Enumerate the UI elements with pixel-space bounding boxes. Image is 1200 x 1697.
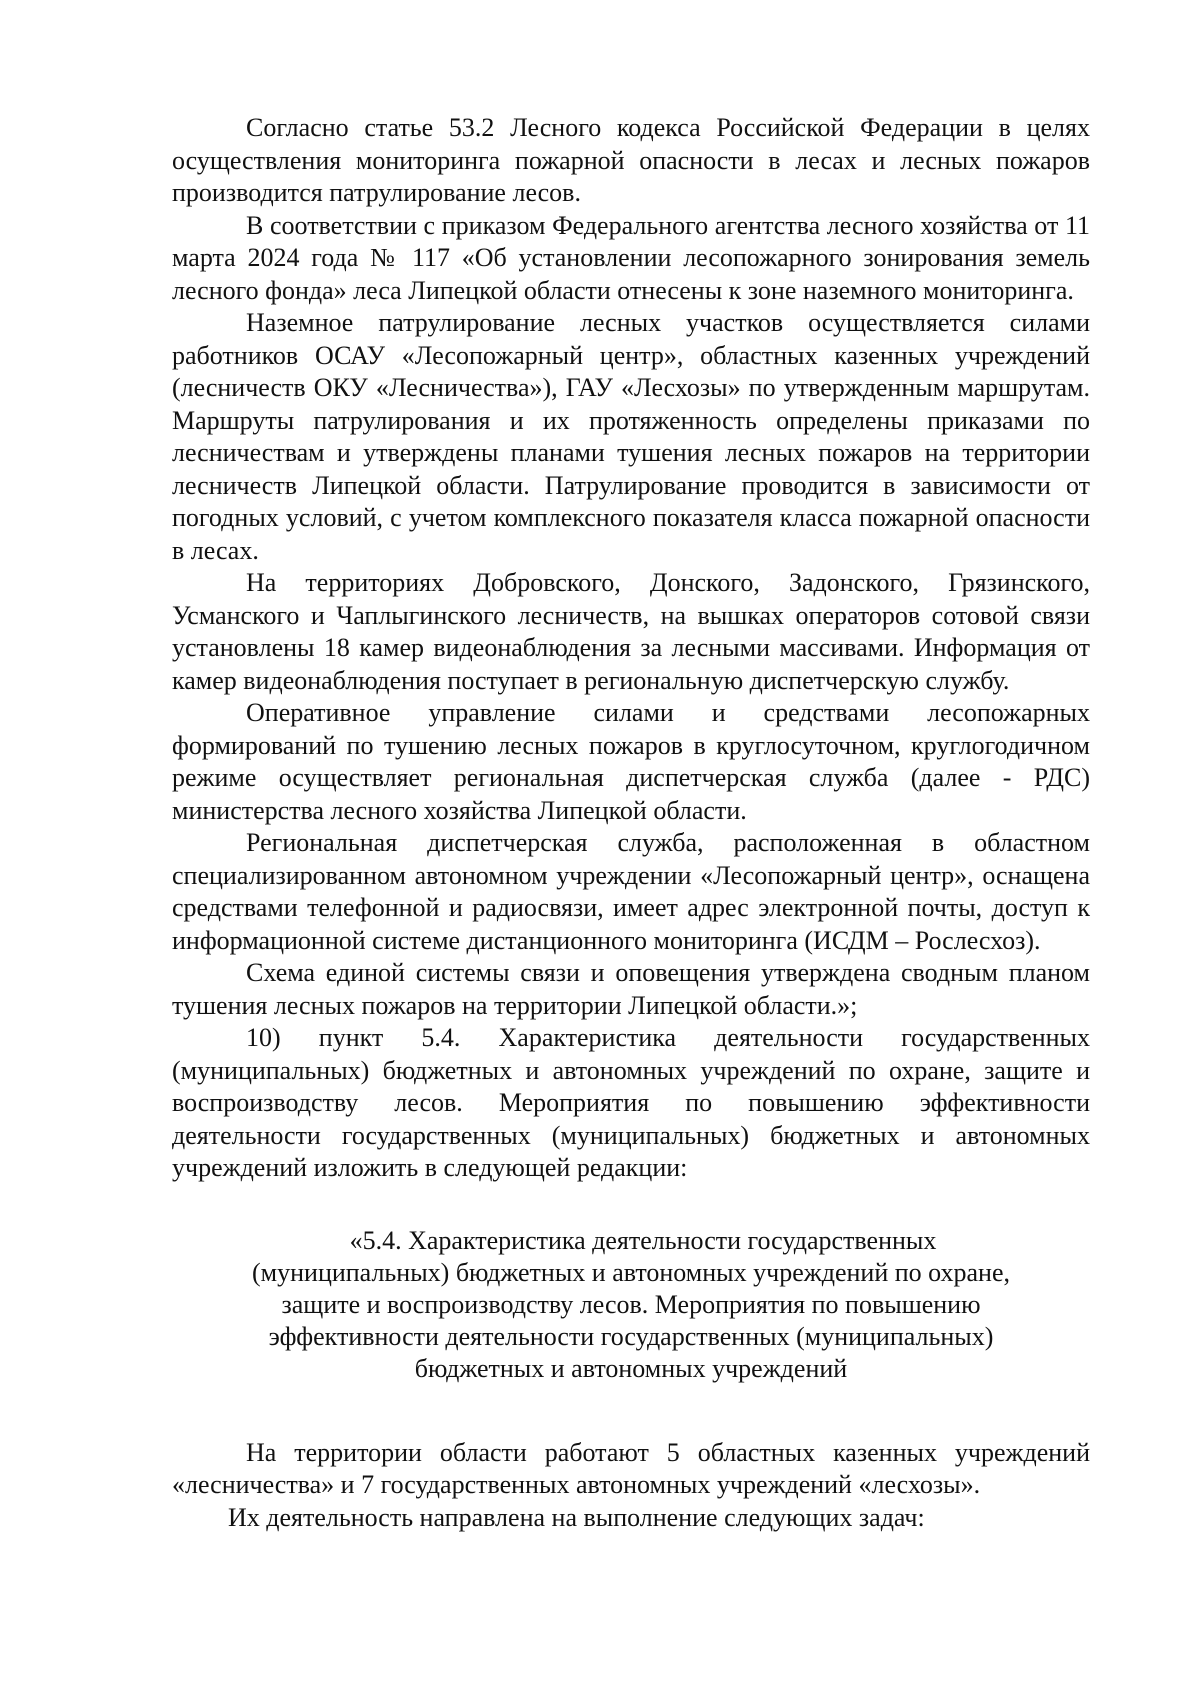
paragraph-point-10: 10) пункт 5.4. Характеристика деятельности государственных (муниципальных) бюджетных и автономных учреждений по охране, защите и воспроизводству лесов. Мероприятия по повышению эффективности деятельности государственных (муниципальных) бюджетных и автономных учреждений изложить в следующей редакции: <box>172 1023 1090 1182</box>
paragraph-dispatch-service: Региональная диспетчерская служба, расположенная в областном специализированном автономном учреждении «Лесопожарный центр», оснащена средствами телефонной и радиосвязи, имеет адрес электронной почты, доступ к информационной системе дистанционного мониторинга (ИСДМ – Рослесхоз). <box>172 828 1090 955</box>
heading-line: бюджетных и автономных учреждений <box>414 1353 848 1383</box>
paragraph-video-cameras: На территориях Добровского, Донского, Задонского, Грязинского, Усманского и Чаплыгинского лесничеств, на вышках операторов сотовой связи установлены 18 камер видеонаблюдения за лесными массивами. Информация от камер видеонаблюдения поступает в региональную диспетчерскую службу. <box>172 568 1090 695</box>
paragraph-ground-patrol: Наземное патрулирование лесных участков осуществляется силами работников ОСАУ «Лесопожарный центр», областных казенных учреждений (лесничеств ОКУ «Лесничества»), ГАУ «Лесхозы» по утвержденным маршрутам. Маршруты патрулирования и их протяженность определены приказами по лесничествам и утверждены планами тушения лесных пожаров на территории лесничеств Липецкой области. Патрулирование проводится в зависимости от погодных условий, с учетом комплексного показателя класса пожарной опасности в лесах. <box>172 308 1090 565</box>
section-heading-5-4 <box>172 1225 1090 1385</box>
paragraph-institutions-count: На территории области работают 5 областных казенных учреждений «лесничества» и 7 государственных автономных учреждений «лесхозы». <box>172 1437 1090 1499</box>
document-page <box>172 112 1090 1534</box>
heading-line: «5.4. Характеристика деятельности государственных <box>349 1225 937 1255</box>
paragraph-tasks-intro: Их деятельность направлена на выполнение следующих задач: <box>228 1502 925 1532</box>
paragraph-communication-scheme: Схема единой системы связи и оповещения утверждена сводным планом тушения лесных пожаров на территории Липецкой области.»; <box>172 958 1090 1020</box>
heading-line: эффективности деятельности государственных (муниципальных) <box>268 1321 994 1351</box>
paragraph-zoning-order: В соответствии с приказом Федерального агентства лесного хозяйства от 11 марта 2024 года № 117 «Об установлении лесопожарного зонирования земель лесного фонда» леса Липецкой области отнесены к зоне наземного мониторинга. <box>172 210 1090 305</box>
heading-line: защите и воспроизводству лесов. Мероприятия по повышению <box>281 1289 981 1319</box>
paragraph-patrol-basis: Согласно статье 53.2 Лесного кодекса Российской Федерации в целях осуществления мониторинга пожарной опасности в лесах и лесных пожаров производится патрулирование лесов. <box>172 113 1090 207</box>
paragraph-operational-control: Оперативное управление силами и средствами лесопожарных формирований по тушению лесных пожаров в круглосуточном, круглогодичном режиме осуществляет региональная диспетчерская служба (далее - РДС) министерства лесного хозяйства Липецкой области. <box>172 698 1090 825</box>
spacer <box>172 1385 1090 1437</box>
heading-line: (муниципальных) бюджетных и автономных учреждений по охране, <box>252 1257 1010 1287</box>
spacer <box>172 1185 1090 1225</box>
